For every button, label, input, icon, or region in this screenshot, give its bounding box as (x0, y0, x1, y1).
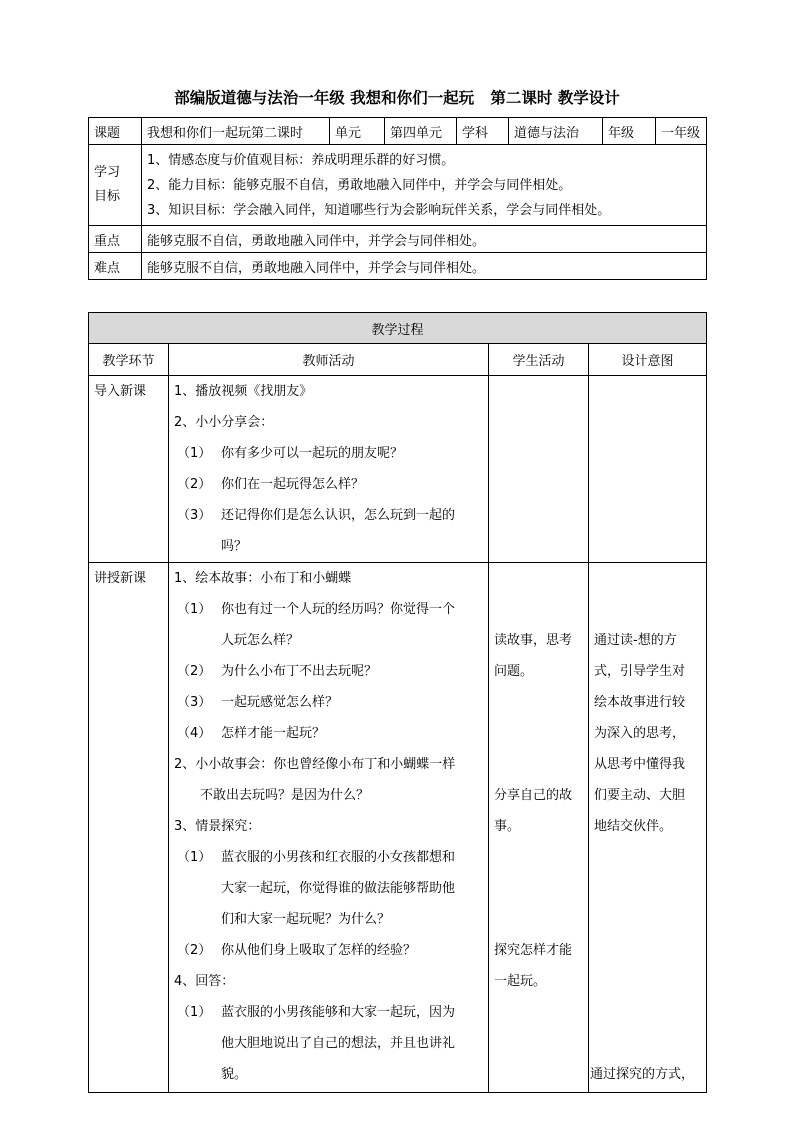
key-point-label: 重点 (89, 226, 142, 253)
student-activity-line: 分享自己的故 (494, 788, 573, 803)
design-intent-line: 从思考中懂得我 (594, 757, 686, 772)
unit-label: 单元 (330, 118, 385, 145)
question-number: （3） (177, 508, 212, 523)
new-student-activity (489, 563, 589, 1093)
question-text: 你们在一起玩得怎么样？ (221, 477, 365, 492)
question-number: （2） (177, 477, 212, 492)
new-design-intent (589, 563, 707, 1093)
design-intent-line: 式，引导学生对 (594, 664, 686, 679)
student-activity-line: 探究怎样才能 (494, 943, 573, 958)
topic-value: 我想和你们一起玩第二课时 (142, 118, 330, 145)
new-teacher-activity (169, 563, 489, 1093)
question-text: 怎样才能一起玩？ (221, 726, 326, 741)
design-intent-line: 为深入的思考， (594, 726, 686, 741)
teaching-process-table (88, 312, 707, 1093)
intro-student-activity (489, 376, 589, 563)
intro-design-intent (589, 376, 707, 563)
intro-question (174, 469, 483, 500)
stage-new-lesson (89, 563, 169, 1093)
intro-question (174, 500, 483, 531)
lesson-step: 4、回答： (174, 974, 235, 989)
answer-text: 蓝衣服的小男孩能够和大家一起玩，因为 (221, 1005, 456, 1020)
question-text: 蓝衣服的小男孩和红衣服的小女孩都想和 (221, 850, 456, 865)
intro-line: 1、播放视频《找朋友》 (174, 384, 313, 399)
stage-intro-label: 导入新课 (94, 384, 147, 399)
design-intent-line: 绘本故事进行较 (594, 695, 686, 710)
key-point-value: 能够克服不自信，勇敢地融入同伴中，并学会与同伴相处。 (142, 226, 707, 253)
intro-teacher-activity (169, 376, 489, 563)
lesson-question (174, 687, 483, 718)
document-title: 部编版道德与法治一年级 我想和你们一起玩 第二课时 教学设计 (174, 89, 620, 107)
question-continuation: 人玩怎么样？ (221, 633, 300, 648)
lesson-step: 1、绘本故事：小布丁和小蝴蝶 (174, 571, 352, 586)
difficulty-value: 能够克服不自信，勇敢地融入同伴中，并学会与同伴相处。 (142, 253, 707, 280)
question-number: （2） (177, 943, 212, 958)
goals-label-line: 目标 (94, 189, 121, 204)
design-intent-line: 们要主动、大胆 (594, 788, 686, 803)
column-header-student: 学生活动 (489, 344, 589, 376)
student-activity-line: 读故事，思考 (494, 633, 573, 648)
column-header-teacher: 教师活动 (169, 344, 489, 376)
design-intent-line: 通过读-想的方 (594, 633, 677, 648)
student-activity-line: 问题。 (494, 664, 534, 679)
answer-continuation: 他大胆地说出了自己的想法，并且也讲礼 (221, 1036, 456, 1051)
topic-label: 课题 (89, 118, 142, 145)
step-continuation: 不敢出去玩吗？是因为什么？ (200, 788, 370, 803)
question-number: （4） (177, 726, 212, 741)
design-intent-line: 地结交伙伴。 (594, 819, 673, 834)
lesson-step: 2、小小故事会：你也曾经像小布丁和小蝴蝶一样 (174, 757, 456, 772)
goals-label (89, 145, 142, 226)
question-text: 你从他们身上吸取了怎样的经验？ (221, 943, 417, 958)
question-text: 一起玩感觉怎么样？ (221, 695, 339, 710)
lesson-info-table (88, 117, 707, 280)
lesson-step: 3、情景探究： (174, 819, 261, 834)
design-intent-line: 通过探究的方式， (590, 1067, 695, 1082)
unit-value: 第四单元 (385, 118, 457, 145)
question-number: （1） (177, 850, 212, 865)
lesson-question (174, 718, 483, 749)
question-number: （1） (177, 602, 212, 617)
lesson-question (174, 935, 483, 966)
grade-value: 一年级 (656, 118, 707, 145)
column-header-design: 设计意图 (589, 344, 707, 376)
question-continuation: 大家一起玩，你觉得谁的做法能够帮助他 (221, 881, 456, 896)
question-text: 为什么小布丁不出去玩呢？ (221, 664, 378, 679)
student-activity-line: 一起玩。 (494, 974, 547, 989)
grade-label: 年级 (603, 118, 656, 145)
lesson-question (174, 594, 483, 625)
student-activity-line: 事。 (494, 819, 521, 834)
question-number: （3） (177, 695, 212, 710)
answer-number: （1） (177, 1005, 212, 1020)
question-number: （1） (177, 446, 212, 461)
lesson-answer (174, 997, 483, 1028)
question-text: 你也有过一个人玩的经历吗？你觉得一个 (221, 602, 456, 617)
intro-line: 2、小小分享会： (174, 415, 274, 430)
stage-intro (89, 376, 169, 563)
question-text: 你有多少可以一起玩的朋友呢？ (221, 446, 404, 461)
goals-label-line: 学习 (94, 165, 121, 180)
question-continuation: 吗？ (221, 539, 248, 554)
goal-item: 2、能力目标：能够克服不自信，勇敢地融入同伴中，并学会与同伴相处。 (147, 177, 572, 193)
question-text: 还记得你们是怎么认识，怎么玩到一起的 (221, 508, 456, 523)
answer-continuation: 貌。 (221, 1067, 248, 1082)
question-continuation: 们和大家一起玩呢？为什么？ (221, 912, 391, 927)
process-header: 教学过程 (89, 313, 707, 344)
column-header-stage: 教学环节 (89, 344, 169, 376)
subject-value: 道德与法治 (509, 118, 603, 145)
lesson-question (174, 842, 483, 873)
goal-item: 1、情感态度与价值观目标：养成明理乐群的好习惯。 (147, 152, 455, 168)
question-number: （2） (177, 664, 212, 679)
intro-question (174, 438, 483, 469)
difficulty-label: 难点 (89, 253, 142, 280)
stage-new-label: 讲授新课 (94, 571, 147, 586)
subject-label: 学科 (457, 118, 509, 145)
goals-content (142, 145, 707, 226)
lesson-question (174, 656, 483, 687)
goal-item: 3、知识目标：学会融入同伴，知道哪些行为会影响玩伴关系，学会与同伴相处。 (147, 202, 611, 218)
